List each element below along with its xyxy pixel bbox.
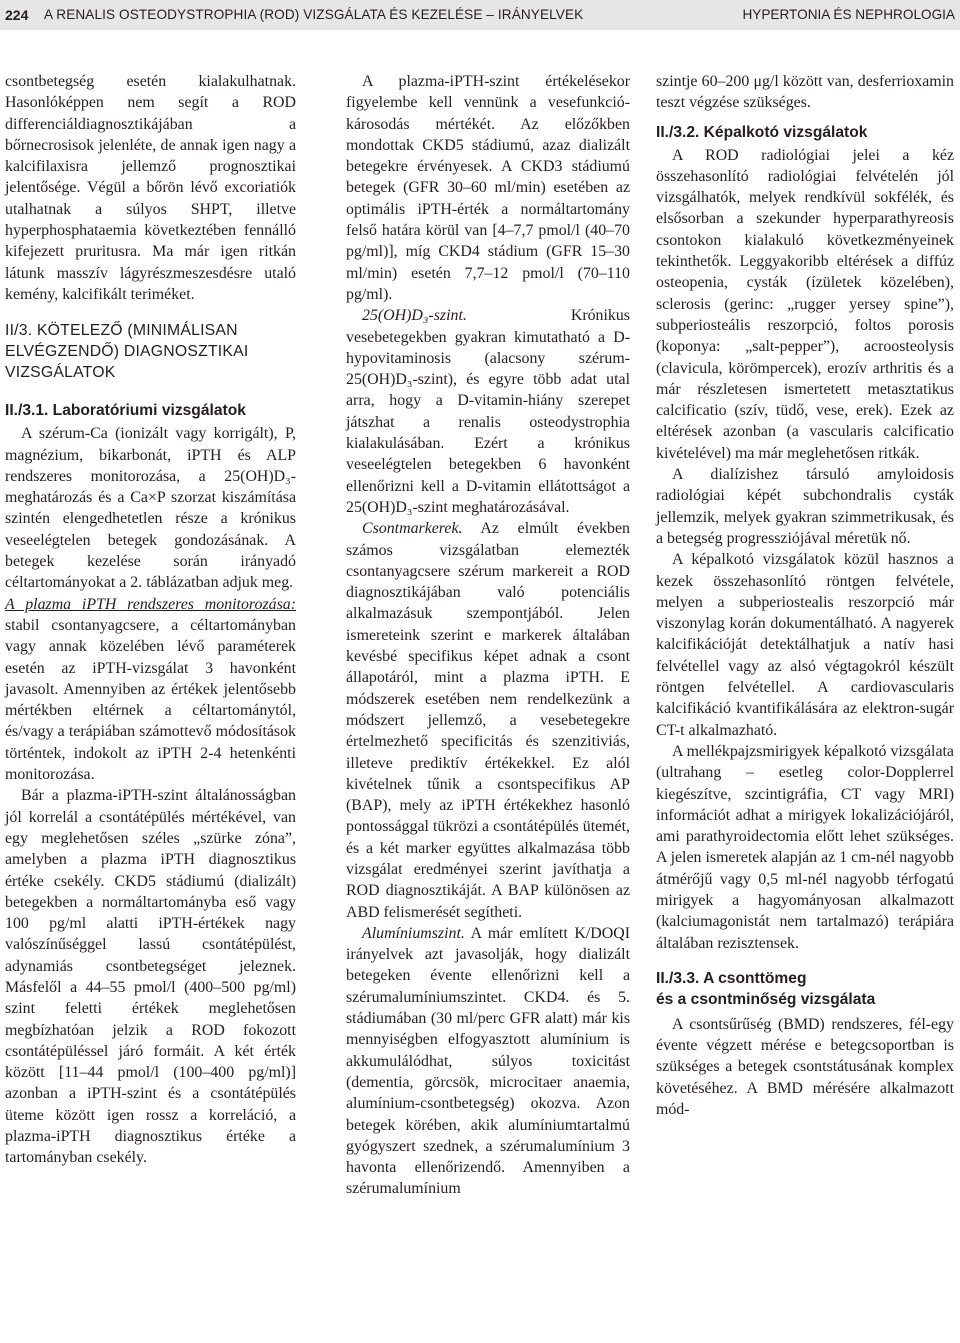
section-heading: II/3. KÖTELEZŐ (MINIMÁLISAN ELVÉGZENDŐ) DIAGNOSZTIKAI VIZSGÁLATOK — [5, 322, 249, 382]
paragraph: A szérum-Ca (ionizált vagy korrigált), P, magnézium, bikarbonát, iPTH és ALP rendszeres monitorozása, a 25(OH)D₃-meghatározás és a Ca×P szorzat kiszámítása szintén elengedhetetlen része a krónikus veseelégtelen betegek gondozásának. A betegek kezelése során irányadó céltartományokat a 2. táblázatban adjuk meg. — [5, 425, 296, 592]
paragraph: csontbetegség esetén kialakulhatnak. Hasonlóképpen nem segít a ROD differenciáldiagnosztikájában a bőrnecrosisok jelenléte, de annak igen nagy a kalcifilaxisra jellemző prognosztikai jelentősége. Végül a bőrön lévő excoriatiók utalhatnak a súlyos SHPT, illetve hyperphosphataemia következtében fennálló kifejezett pruritusra. Ma már igen ritkán látunk masszív lágyrészmeszesdésre utaló kemény, kalcifikált teriméket. — [5, 73, 296, 303]
paragraph-lead: A plazma iPTH rendszeres monitorozása: — [5, 595, 296, 613]
subsection-heading — [656, 968, 954, 1010]
paragraph — [346, 923, 630, 1200]
paragraph: A ROD radiológiai jelei a kéz összehasonlító radiológiai felvételén jól vizsgálhatók, melyek rendkívül sokfélék, és elsősorban a szekunder hyperparathyreosis csontokon kialakuló következményeinek tekinthetők. Leggyakoribb eltérések a diffúz osteopenia, cysták (ízületek közelében), sclerosis (gerinc: „rugger yersey spine”), subperiosteális reszorpció, foltos porosis (koponya: „salt-pepper”), acroosteolysis (clavicula, körömpercek), erozív arthritis és a már részletesen ismertetett metasztatikus calcificatio (szív, tüdő, vese, erek). Ezek az eltérések azonban (a vascularis calcificatio kivételével) ma már meglehetősen ritkák. — [656, 146, 954, 462]
column-middle — [346, 71, 630, 1200]
paragraph: szintje 60–200 μg/l között van, desferrioxamin teszt végzése szükséges. — [656, 73, 954, 112]
paragraph: Bár a plazma-iPTH-szint általánosságban jól korrelál a csontátépülés mértékével, van egy meglehetősen széles „szürke zóna”, amelyben a plazma iPTH diagnosztikus értéke csekély. CKD5 stádiumú (dializált) betegekben a normáltartományba eső vagy 100 pg/ml alatti iPTH-értékek nagy valószínűséggel lassú csontátépülést, adynamiás csontbetegséget jeleznek. Másfelől a 44–55 pmol/l (400–500 pg/ml) szint feletti értékek meglehetősen megbízhatóan jelzik a ROD fokozott csontátépüléssel járó formáit. A két érték között [11–44 pmol/l (100–400 pg/ml)] azonban a iPTH-szint és a csontátépülés üteme között igen rossz a korreláció, a plazma-iPTH diagnosztikus értéke a tartományban csekély. — [5, 787, 296, 1167]
running-title: A RENALIS OSTEODYSTROPHIA (ROD) VIZSGÁLATA ÉS KEZELÉSE – IRÁNYELVEK — [44, 7, 584, 22]
paragraph-text: Az elmúlt években számos vizsgálatban elemezték csontanyagcsere szérum markereit a ROD diagnosztikájában való potenciális alkalmazásuk szempontjából. Jelen ismereteink szerint e markerek általában kevésbé specifikus képet adnak a csont állapotáról, mint a plazma iPTH. E módszerek esetében nem rendelkezünk a módszert jellemző, a vesebetegekre értelmezhető specificitás és szenzitiviás, illeteve prediktív értékekkel. Ez alól kivételnek tűnik a csontspecifikus AP (BAP), mely az iPTH értékekhez hasonló pontossággal tükrözi a csontátépülés ütemét, és a két marker együttes alkalmazása több vizsgálat eredményei szerint javíthatja a ROD diagnosztikáját. A BAP különösen az ABD felismerését segítheti. — [346, 520, 630, 921]
subsection-heading: II./3.2. Képalkotó vizsgálatok — [656, 123, 868, 141]
paragraph-lead: Alumíniumszint. — [362, 924, 465, 942]
paragraph: A dialízishez társuló amyloidosis radiológiai képét subchondralis cysták jellemzik, melyek gyakran szimmetrikusak, és a betegség progressziójával méretük nő. — [656, 466, 954, 547]
column-right — [656, 71, 954, 1120]
paragraph-text: stabil csontanyagcsere, a céltartományban vagy annak közelében lévő paraméterek esetén az iPTH-vizsgálat 3 havonként javasolt. Amennyiben az értékek jelentősebb mértékben eltérnek a céltartománytól, és/vagy a terápiában számottevő módosítások történtek, indokolt az iPTH 2-4 hetenkénti monitorozása. — [5, 616, 296, 784]
running-header — [0, 0, 960, 30]
page-number: 224 — [5, 7, 29, 23]
paragraph: A mellékpajzsmirigyek képalkotó vizsgálata (ultrahang – esetleg color-Dopplerrel kiegészítve, szcintigráfia, CT vagy MRI) információt adhat a mirigyek lokalizációjáról, ami parathyroidectomia előtt lehet szükséges. A jelen ismeretek alapján az 1 cm-nél nagyobb átmérőjű vagy 0,5 ml-nél nagyobb térfogatú mirigyek a hagyományosan alkalmazott (kalciumagonistát nem tartalmazó) terápiára általában rezisztensek. — [656, 742, 954, 952]
paragraph: A plazma-iPTH-szint értékelésekor figyelembe kell vennünk a vesefunkció-károsodás mértékét. Az előzőkben mondottak CKD5 stádiumú, azaz dializált betegekre érvényesek. A CKD3 stádiumú betegek (GFR 30–60 ml/min) esetében az optimális iPTH-érték a normáltartomány felső határa körül van [4–7,7 pmol/l (40–70 pg/ml)], míg CKD4 stádium (GFR 15–30 ml/min) esetén 7,7–12 pmol/l (70–110 pg/ml). — [346, 73, 630, 303]
paragraph — [346, 518, 630, 923]
paragraph — [5, 594, 296, 786]
paragraph — [346, 305, 630, 518]
paragraph-text: Krónikus vesebetegekben gyakran kimutatható a D-hypovitaminosis (alacsony szérum-25(OH)D₃-szint), és egyre több adat utal arra, hogy a D-vitamin-hiány szerepet játszhat a renalis osteodystrophia kialakulásában. Ezért a krónikus veseelégtelen betegekben 6 havonként ellenőrizni kell a D-vitamin ellátottságot a 25(OH)D₃-szint meghatározásával. — [346, 307, 630, 516]
journal-name: HYPERTONIA ÉS NEPHROLOGIA — [742, 7, 955, 22]
paragraph: A képalkotó vizsgálatok közül hasznos a kezek összehasonlító röntgen felvétele, melyen a subperiostealis reszorpció már viszonylag korán dokumentálható. A nagyerek kalcifikációját detektálhatjuk a natív hasi felvétellel vagy az alsó végtagokról készült röntgen felvétellel. A cardiovascularis kalcifikáció kvantifikálására az elektron-sugár CT-t alkalmazható. — [656, 551, 954, 739]
subsection-heading-line1: II./3.3. A csonttömeg — [656, 969, 807, 987]
paragraph-text: A már említett K/DOQI irányelvek azt javasolják, hogy dializált betegeken évente ellenőrizni kell a szérumalumíniumszintet. CKD4. és 5. stádiumában (30 ml/perc GFR alatt) már kis mennyiségben elfogyasztott alumínium is akkumulálódhat, súlyos toxicitást (dementia, görcsök, microcitaer anaemia, alumínium-csontbetegség) okozva. Azon betegek körében, akik alumíniumtartalmú gyógyszert szednek, a szérumalumínium 3 havonta ellenőrizendő. Amennyiben a szérumalumínium — [346, 924, 630, 1198]
subsection-heading: II./3.1. Laboratóriumi vizsgálatok — [5, 402, 246, 420]
subsection-heading-line2: és a csontminőség vizsgálata — [656, 990, 876, 1008]
paragraph-lead: 25(OH)D₃-szint. — [362, 307, 467, 325]
paragraph-lead: Csontmarkerek. — [362, 520, 463, 538]
paragraph: A csontsűrűség (BMD) rendszeres, fél-egy évente végzett mérése e betegcsoportban is szükséges a betegek csontstátusának komplex követéséhez. A BMD mérésére alkalmazott mód- — [656, 1015, 954, 1119]
column-left — [5, 71, 296, 1169]
